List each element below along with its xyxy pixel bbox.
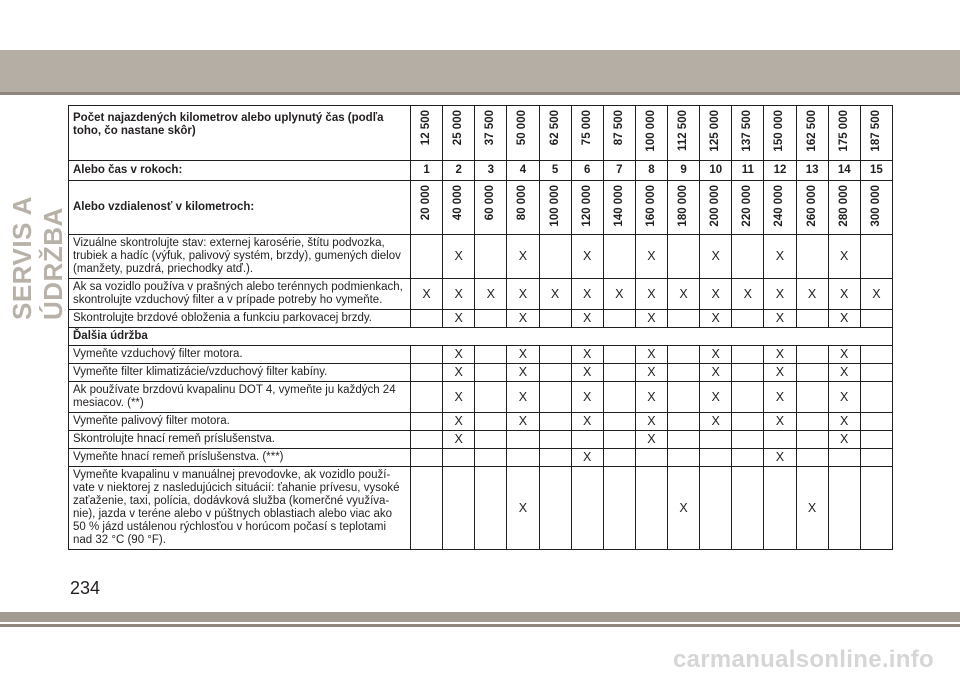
schedule-mark: [668, 382, 700, 413]
km-value: 25 000: [452, 110, 465, 146]
distance-value: 100 000: [548, 184, 561, 227]
schedule-mark: X: [764, 364, 796, 382]
distance-value: 40 000: [452, 184, 465, 220]
km-value: 62 500: [548, 110, 561, 146]
km-header-cell: [828, 106, 860, 161]
table-row: [69, 235, 893, 279]
schedule-mark: [539, 364, 571, 382]
years-label: Alebo čas v rokoch:: [69, 160, 411, 180]
schedule-mark: [539, 467, 571, 550]
year-cell: 4: [507, 160, 539, 180]
distance-value: 180 000: [677, 184, 690, 227]
km-header-cell: [475, 106, 507, 161]
schedule-mark: [539, 235, 571, 279]
km-value: 125 000: [709, 110, 722, 152]
schedule-mark: [475, 413, 507, 431]
schedule-mark: X: [828, 431, 860, 449]
schedule-mark: [603, 467, 635, 550]
schedule-mark: [828, 449, 860, 467]
schedule-mark: [732, 310, 764, 328]
schedule-mark: [603, 364, 635, 382]
schedule-mark: [411, 467, 443, 550]
km-header-label: Počet najazdených kilometrov alebo uplynutý čas (podľa toho, čo nastane skôr): [69, 106, 411, 161]
schedule-mark: [475, 364, 507, 382]
schedule-mark: X: [443, 235, 475, 279]
schedule-mark: [860, 364, 892, 382]
year-cell: 12: [764, 160, 796, 180]
task-description: Vymeňte palivový filter motora.: [69, 413, 411, 431]
schedule-mark: X: [507, 235, 539, 279]
year-cell: 8: [635, 160, 667, 180]
schedule-mark: X: [411, 279, 443, 310]
schedule-mark: X: [635, 431, 667, 449]
schedule-mark: [828, 467, 860, 550]
schedule-mark: [764, 467, 796, 550]
distance-cell: [700, 180, 732, 235]
distance-cell: [603, 180, 635, 235]
task-description: Vymeňte kvapalinu v manuálnej prevodovke, ak vozidlo použí-vate v niektorej z nasledujúcich situácií: ťahanie prívesu, vysoké zaťaženie, taxi, polícia, dodávková služba (komerčné využíva-nie), jazda v teréne alebo v púštnych oblastiach alebo viac ako 50 % jázd ustálenou rýchlosťou v horúcom počasí s teplotami nad 32 °C (90 °F).: [69, 467, 411, 550]
header-bar: [0, 50, 960, 92]
schedule-mark: X: [764, 413, 796, 431]
km-value: 12 500: [420, 110, 433, 146]
year-cell: 6: [571, 160, 603, 180]
schedule-mark: X: [828, 413, 860, 431]
schedule-mark: X: [635, 382, 667, 413]
schedule-mark: [539, 382, 571, 413]
schedule-mark: [571, 467, 603, 550]
distance-cell: [764, 180, 796, 235]
schedule-mark: X: [443, 382, 475, 413]
task-description: Ak sa vozidlo používa v prašných alebo terénnych podmienkach, skontrolujte vzduchový filter a v prípade potreby ho vymeňte.: [69, 279, 411, 310]
km-value: 150 000: [773, 110, 786, 152]
schedule-mark: [507, 449, 539, 467]
km-value: 162 500: [805, 110, 818, 152]
distance-value: 120 000: [580, 184, 593, 227]
schedule-mark: X: [635, 310, 667, 328]
schedule-mark: [571, 431, 603, 449]
km-header-cell: [603, 106, 635, 161]
schedule-mark: [796, 235, 828, 279]
schedule-mark: X: [507, 364, 539, 382]
distance-value: 80 000: [516, 184, 529, 220]
schedule-mark: X: [668, 467, 700, 550]
top-margin: [0, 0, 960, 50]
schedule-mark: X: [700, 364, 732, 382]
schedule-mark: [860, 449, 892, 467]
schedule-mark: [732, 364, 764, 382]
table-row: [69, 346, 893, 364]
table-row: [69, 364, 893, 382]
schedule-mark: [860, 310, 892, 328]
schedule-mark: [668, 346, 700, 364]
schedule-mark: X: [764, 310, 796, 328]
schedule-mark: [475, 449, 507, 467]
year-cell: 14: [828, 160, 860, 180]
schedule-mark: X: [700, 413, 732, 431]
km-header-cell: [732, 106, 764, 161]
schedule-mark: [603, 346, 635, 364]
km-header-cell: [411, 106, 443, 161]
schedule-mark: X: [635, 279, 667, 310]
schedule-mark: [443, 449, 475, 467]
page-number: 234: [70, 578, 101, 598]
distance-cell: [475, 180, 507, 235]
schedule-mark: [668, 235, 700, 279]
schedule-mark: [475, 310, 507, 328]
km-value: 100 000: [644, 110, 657, 152]
schedule-mark: X: [603, 279, 635, 310]
schedule-mark: X: [571, 364, 603, 382]
schedule-mark: [475, 235, 507, 279]
schedule-mark: X: [828, 310, 860, 328]
schedule-mark: X: [732, 279, 764, 310]
schedule-mark: [732, 235, 764, 279]
schedule-mark: [860, 413, 892, 431]
schedule-mark: X: [764, 235, 796, 279]
schedule-mark: X: [571, 413, 603, 431]
km-header-cell: [539, 106, 571, 161]
task-description: Vymeňte vzduchový filter motora.: [69, 346, 411, 364]
year-cell: 15: [860, 160, 892, 180]
year-cell: 11: [732, 160, 764, 180]
distance-value: 280 000: [837, 184, 850, 227]
distance-value: 240 000: [773, 184, 786, 227]
schedule-mark: X: [828, 346, 860, 364]
years-row: [69, 160, 893, 180]
schedule-mark: [603, 431, 635, 449]
schedule-mark: [732, 413, 764, 431]
year-cell: 3: [475, 160, 507, 180]
schedule-mark: X: [443, 364, 475, 382]
schedule-mark: [732, 382, 764, 413]
km-header-cell: [635, 106, 667, 161]
schedule-mark: X: [507, 413, 539, 431]
schedule-mark: X: [443, 346, 475, 364]
schedule-mark: [411, 431, 443, 449]
schedule-mark: [539, 310, 571, 328]
schedule-mark: [539, 346, 571, 364]
schedule-mark: X: [507, 310, 539, 328]
schedule-mark: [668, 413, 700, 431]
schedule-mark: [603, 413, 635, 431]
distance-value: 20 000: [420, 184, 433, 220]
schedule-mark: [475, 382, 507, 413]
header-rule: [0, 92, 960, 95]
distance-cell: [668, 180, 700, 235]
km-header-cell: [571, 106, 603, 161]
schedule-mark: X: [764, 279, 796, 310]
section-row: [69, 328, 893, 346]
schedule-mark: [796, 364, 828, 382]
schedule-mark: X: [860, 279, 892, 310]
schedule-mark: [860, 382, 892, 413]
schedule-mark: [700, 467, 732, 550]
distance-cell: [539, 180, 571, 235]
task-description: Vymeňte hnací remeň príslušenstva. (***): [69, 449, 411, 467]
year-cell: 5: [539, 160, 571, 180]
distance-value: 60 000: [484, 184, 497, 220]
schedule-mark: X: [700, 310, 732, 328]
footer-bar: [0, 612, 960, 622]
schedule-mark: [668, 431, 700, 449]
schedule-mark: X: [539, 279, 571, 310]
schedule-mark: [860, 431, 892, 449]
section-title: SERVIS A ÚDRŽBA: [7, 197, 68, 320]
table-row: [69, 382, 893, 413]
table-row: [69, 279, 893, 310]
km-value: 112 500: [677, 110, 690, 151]
distance-value: 300 000: [869, 184, 882, 227]
task-description: Vymeňte filter klimatizácie/vzduchový filter kabíny.: [69, 364, 411, 382]
schedule-mark: X: [828, 235, 860, 279]
watermark: carmanualsonline.info: [672, 646, 934, 673]
table-row: [69, 431, 893, 449]
distance-row: [69, 180, 893, 235]
schedule-mark: [700, 449, 732, 467]
task-description: Vizuálne skontrolujte stav: externej karosérie, štítu podvozka, trubiek a hadíc (výfuk, palivový systém, brzdy), gumených dielov (manžety, puzdrá, priechodky atď.).: [69, 235, 411, 279]
schedule-mark: [635, 467, 667, 550]
schedule-mark: X: [443, 279, 475, 310]
schedule-mark: [411, 235, 443, 279]
schedule-mark: X: [764, 449, 796, 467]
schedule-mark: X: [507, 382, 539, 413]
distance-cell: [732, 180, 764, 235]
km-header-cell: [507, 106, 539, 161]
km-header-cell: [668, 106, 700, 161]
km-value: 87 500: [612, 110, 625, 146]
schedule-mark: X: [443, 431, 475, 449]
schedule-mark: X: [828, 382, 860, 413]
schedule-mark: [539, 449, 571, 467]
schedule-mark: [668, 364, 700, 382]
schedule-mark: X: [700, 279, 732, 310]
km-value: 75 000: [580, 110, 593, 146]
schedule-mark: [860, 235, 892, 279]
schedule-mark: X: [507, 467, 539, 550]
schedule-mark: X: [828, 279, 860, 310]
schedule-mark: [796, 431, 828, 449]
schedule-mark: [732, 449, 764, 467]
distance-label: Alebo vzdialenosť v kilometroch:: [69, 180, 411, 235]
distance-cell: [443, 180, 475, 235]
km-value: 175 000: [837, 110, 850, 152]
schedule-mark: [860, 467, 892, 550]
schedule-mark: X: [828, 364, 860, 382]
year-cell: 1: [411, 160, 443, 180]
schedule-mark: [732, 431, 764, 449]
schedule-mark: X: [668, 279, 700, 310]
table-row: [69, 449, 893, 467]
schedule-mark: X: [796, 467, 828, 550]
schedule-mark: X: [443, 413, 475, 431]
km-value: 137 500: [741, 110, 754, 152]
distance-cell: [507, 180, 539, 235]
schedule-mark: [603, 235, 635, 279]
task-description: Skontrolujte hnací remeň príslušenstva.: [69, 431, 411, 449]
year-cell: 13: [796, 160, 828, 180]
maintenance-schedule-table: [68, 105, 893, 550]
distance-value: 260 000: [805, 184, 818, 227]
schedule-mark: X: [764, 346, 796, 364]
schedule-mark: [764, 431, 796, 449]
schedule-mark: [860, 346, 892, 364]
schedule-mark: X: [700, 346, 732, 364]
table-row: [69, 413, 893, 431]
km-value: 37 500: [484, 110, 497, 146]
schedule-mark: [796, 346, 828, 364]
distance-value: 220 000: [741, 184, 754, 227]
schedule-mark: [411, 310, 443, 328]
schedule-mark: X: [635, 346, 667, 364]
schedule-mark: [796, 310, 828, 328]
footer-rule: [0, 624, 960, 627]
schedule-mark: X: [443, 310, 475, 328]
schedule-mark: [411, 413, 443, 431]
schedule-mark: X: [507, 346, 539, 364]
distance-value: 140 000: [612, 184, 625, 227]
schedule-mark: X: [635, 413, 667, 431]
km-header-cell: [860, 106, 892, 161]
schedule-mark: [411, 346, 443, 364]
distance-cell: [411, 180, 443, 235]
schedule-mark: [796, 449, 828, 467]
schedule-mark: X: [700, 235, 732, 279]
schedule-mark: X: [571, 235, 603, 279]
schedule-mark: X: [571, 279, 603, 310]
schedule-mark: [635, 449, 667, 467]
km-header-cell: [700, 106, 732, 161]
schedule-mark: X: [507, 279, 539, 310]
task-description: Skontrolujte brzdové obloženia a funkciu parkovacej brzdy.: [69, 310, 411, 328]
schedule-mark: [539, 413, 571, 431]
schedule-mark: [475, 346, 507, 364]
table-row: [69, 310, 893, 328]
schedule-mark: [732, 467, 764, 550]
schedule-mark: X: [635, 364, 667, 382]
distance-value: 200 000: [709, 184, 722, 227]
schedule-mark: [796, 413, 828, 431]
year-cell: 10: [700, 160, 732, 180]
schedule-mark: [796, 382, 828, 413]
schedule-mark: [603, 449, 635, 467]
schedule-mark: [539, 431, 571, 449]
schedule-mark: X: [571, 449, 603, 467]
task-description: Ak používate brzdovú kvapalinu DOT 4, vymeňte ju každých 24 mesiacov. (**): [69, 382, 411, 413]
schedule-mark: [603, 382, 635, 413]
year-cell: 9: [668, 160, 700, 180]
km-header-cell: [443, 106, 475, 161]
distance-cell: [860, 180, 892, 235]
schedule-mark: [700, 431, 732, 449]
schedule-mark: [475, 467, 507, 550]
schedule-mark: [668, 449, 700, 467]
schedule-mark: [603, 310, 635, 328]
km-header-row: [69, 106, 893, 161]
table-row: [69, 467, 893, 550]
schedule-mark: [668, 310, 700, 328]
schedule-mark: X: [571, 310, 603, 328]
year-cell: 7: [603, 160, 635, 180]
km-header-cell: [796, 106, 828, 161]
schedule-mark: [411, 364, 443, 382]
schedule-mark: X: [700, 382, 732, 413]
distance-cell: [796, 180, 828, 235]
table-body: [69, 106, 893, 550]
schedule-mark: [443, 467, 475, 550]
schedule-mark: X: [796, 279, 828, 310]
year-cell: 2: [443, 160, 475, 180]
km-value: 50 000: [516, 110, 529, 146]
schedule-mark: X: [635, 235, 667, 279]
schedule-mark: X: [571, 382, 603, 413]
distance-value: 160 000: [644, 184, 657, 227]
km-header-cell: [764, 106, 796, 161]
schedule-mark: X: [571, 346, 603, 364]
section-label: Ďalšia údržba: [69, 328, 893, 346]
schedule-mark: [475, 431, 507, 449]
schedule-mark: X: [764, 382, 796, 413]
distance-cell: [635, 180, 667, 235]
schedule-mark: [732, 346, 764, 364]
distance-cell: [828, 180, 860, 235]
schedule-mark: [411, 382, 443, 413]
km-value: 187 500: [869, 110, 882, 152]
schedule-mark: X: [475, 279, 507, 310]
schedule-mark: [411, 449, 443, 467]
schedule-mark: [507, 431, 539, 449]
distance-cell: [571, 180, 603, 235]
